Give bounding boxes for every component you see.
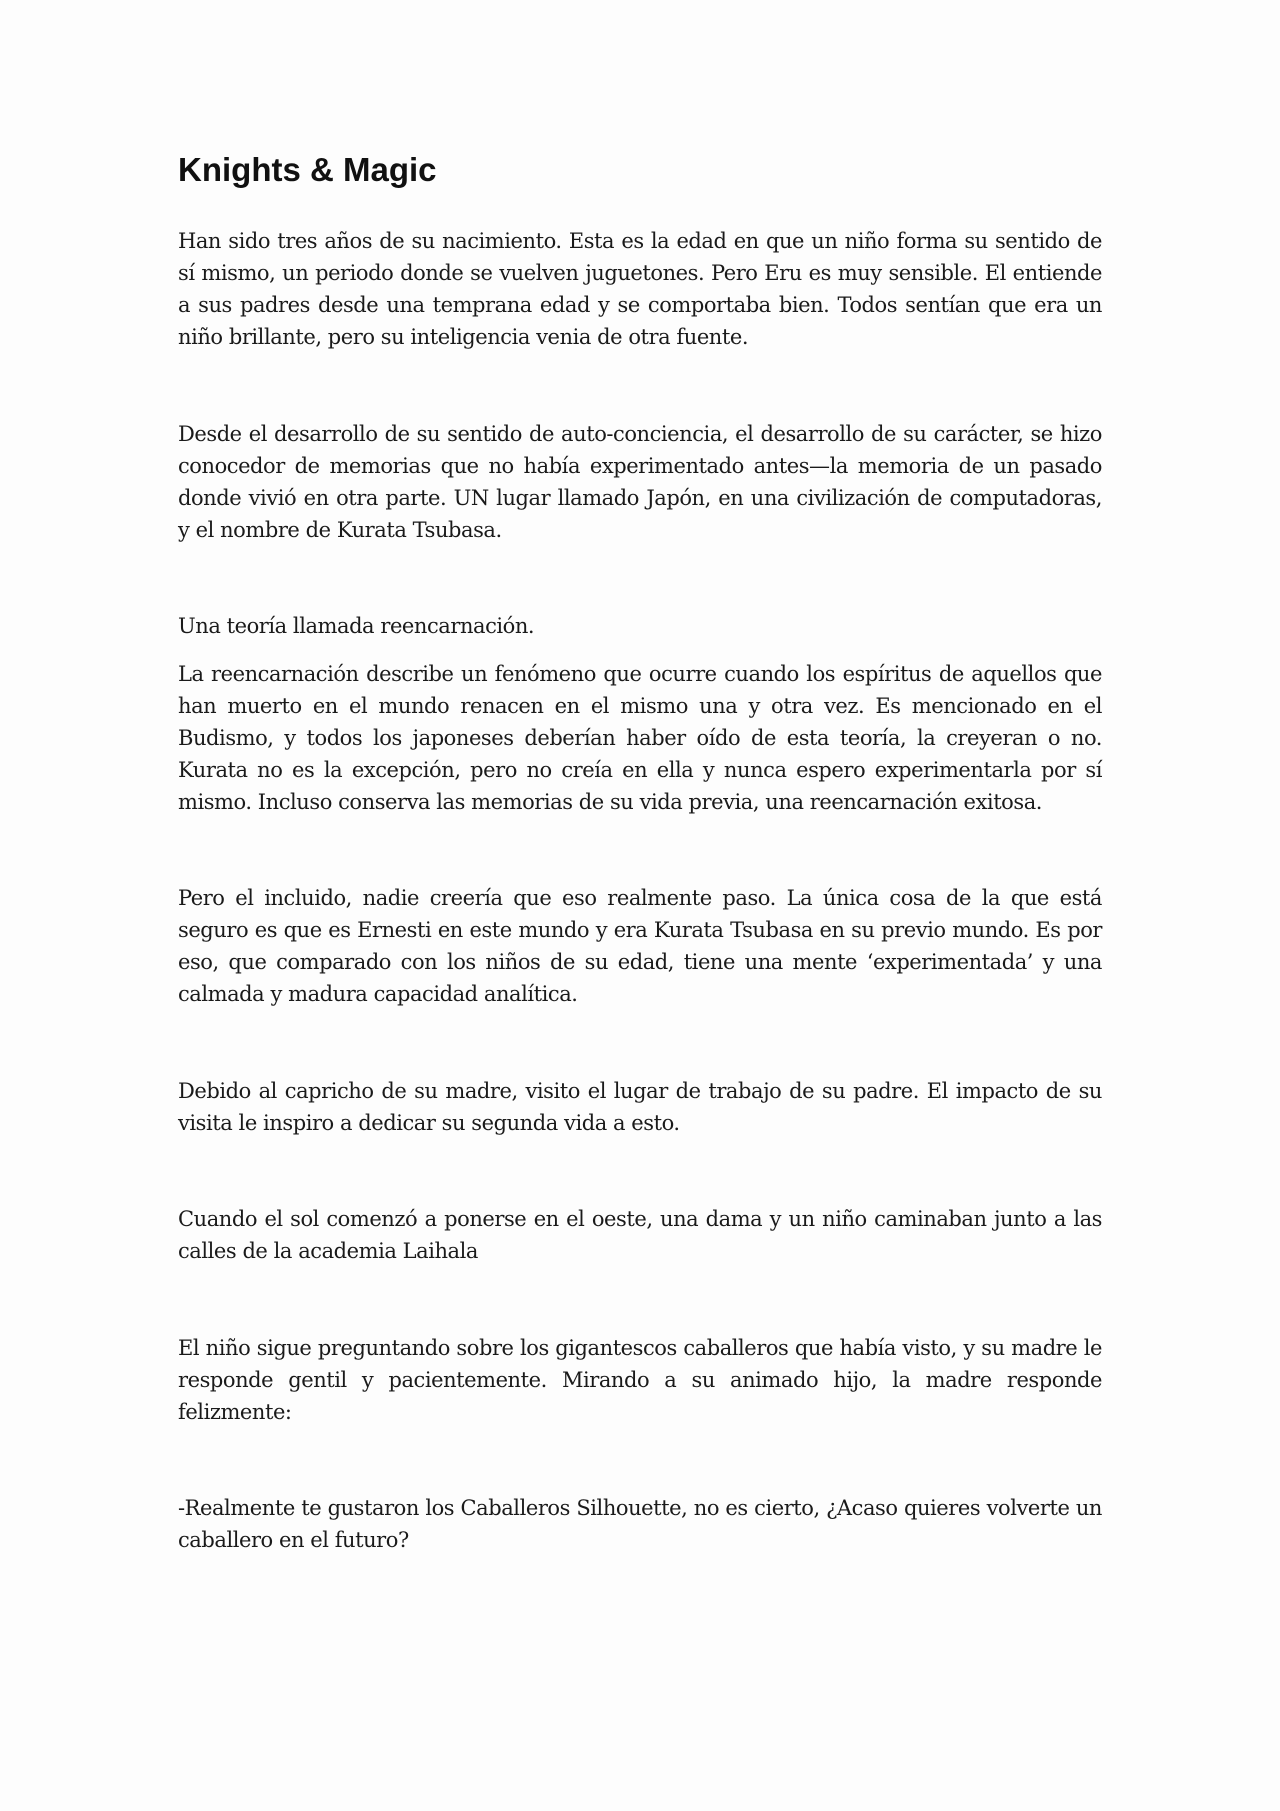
paragraph-8: El niño sigue preguntando sobre los gigantescos caballeros que había visto, y su madre le responde gentil y pacientemente. Mirando a su animado hijo, la madre responde felizmente: xyxy=(178,1336,1102,1424)
paragraph-2: Desde el desarrollo de su sentido de auto-conciencia, el desarrollo de su carácter, se hizo conocedor de memorias que no había experimentado antes—la memoria de un pasado donde vivió en otra parte. UN lugar llamado Japón, en una civilización de computadoras, y el nombre de Kurata Tsubasa. xyxy=(178,422,1102,542)
paragraph-6: Debido al capricho de su madre, visito el lugar de trabajo de su padre. El impacto de su visita le inspiro a dedicar su segunda vida a esto. xyxy=(178,1079,1102,1135)
paragraph-7: Cuando el sol comenzó a ponerse en el oeste, una dama y un niño caminaban junto a las calles de la academia Laihala xyxy=(178,1207,1102,1263)
paragraph-9: -Realmente te gustaron los Caballeros Silhouette, no es cierto, ¿Acaso quieres volverte un caballero en el futuro? xyxy=(178,1496,1102,1552)
paragraph-4: La reencarnación describe un fenómeno que ocurre cuando los espíritus de aquellos que han muerto en el mundo renacen en el mismo una y otra vez. Es mencionado en el Budismo, y todos los japoneses deberían haber oído de esta teoría, la creyeran o no. Kurata no es la excepción, pero no creía en ella y nunca espero experimentarla por sí mismo. Incluso conserva las memorias de su vida previa, una reencarnación exitosa. xyxy=(178,662,1102,814)
paragraph-3: Una teoría llamada reencarnación. xyxy=(178,614,535,638)
paragraph-1: Han sido tres años de su nacimiento. Esta es la edad en que un niño forma su sentido de sí mismo, un periodo donde se vuelven juguetones. Pero Eru es muy sensible. El entiende a sus padres desde una temprana edad y se comportaba bien. Todos sentían que era un niño brillante, pero su inteligencia venia de otra fuente. xyxy=(178,229,1102,349)
document-title: Knights & Magic xyxy=(178,151,437,188)
paragraph-5: Pero el incluido, nadie creería que eso realmente paso. La única cosa de la que está seguro es que es Ernesti en este mundo y era Kurata Tsubasa en su previo mundo. Es por eso, que comparado con los niños de su edad, tiene una mente ‘experimentada’ y una calmada y madura capacidad analítica. xyxy=(178,886,1102,1006)
